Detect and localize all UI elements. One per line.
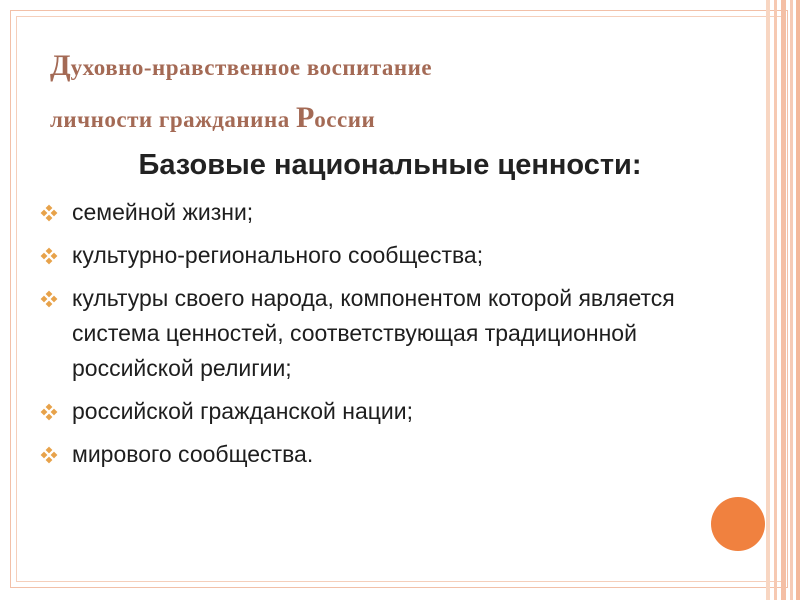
diamond-cluster-icon — [40, 290, 58, 308]
subtitle: Базовые национальные ценности: — [138, 149, 642, 181]
title-line-2: личности гражданина — [50, 107, 296, 132]
list-item-text: культурно-регионального сообщества; — [72, 242, 484, 268]
list-item-text: российской гражданской нации; — [72, 398, 414, 424]
list-item — [40, 394, 720, 429]
list-item — [40, 195, 720, 230]
title-cap-1: Д — [50, 49, 71, 82]
title-cap-2: Р — [295, 101, 315, 134]
diamond-cluster-icon — [40, 204, 58, 222]
title-line-1: уховно-нравственное воспитание — [70, 55, 433, 80]
decor-stripe — [766, 0, 770, 600]
list-item-text: культуры своего народа, компонентом которой является система ценностей, соответствующая традиционной российской религии; — [72, 285, 675, 381]
accent-circle — [711, 497, 765, 551]
diamond-cluster-icon — [40, 446, 58, 464]
list-item-text: семейной жизни; — [72, 199, 254, 225]
slide-title — [50, 40, 690, 144]
title-line-2-end: оссии — [314, 107, 376, 132]
list-item-text: мирового сообщества. — [72, 441, 314, 467]
list-item — [40, 437, 720, 472]
values-list — [40, 195, 720, 472]
list-item — [40, 238, 720, 273]
slide-content — [40, 145, 720, 480]
decor-stripe — [790, 0, 793, 600]
diamond-cluster-icon — [40, 403, 58, 421]
diamond-cluster-icon — [40, 247, 58, 265]
decor-stripe — [774, 0, 777, 600]
decor-stripe — [796, 0, 800, 600]
decor-stripe — [781, 0, 786, 600]
list-item — [40, 281, 720, 386]
